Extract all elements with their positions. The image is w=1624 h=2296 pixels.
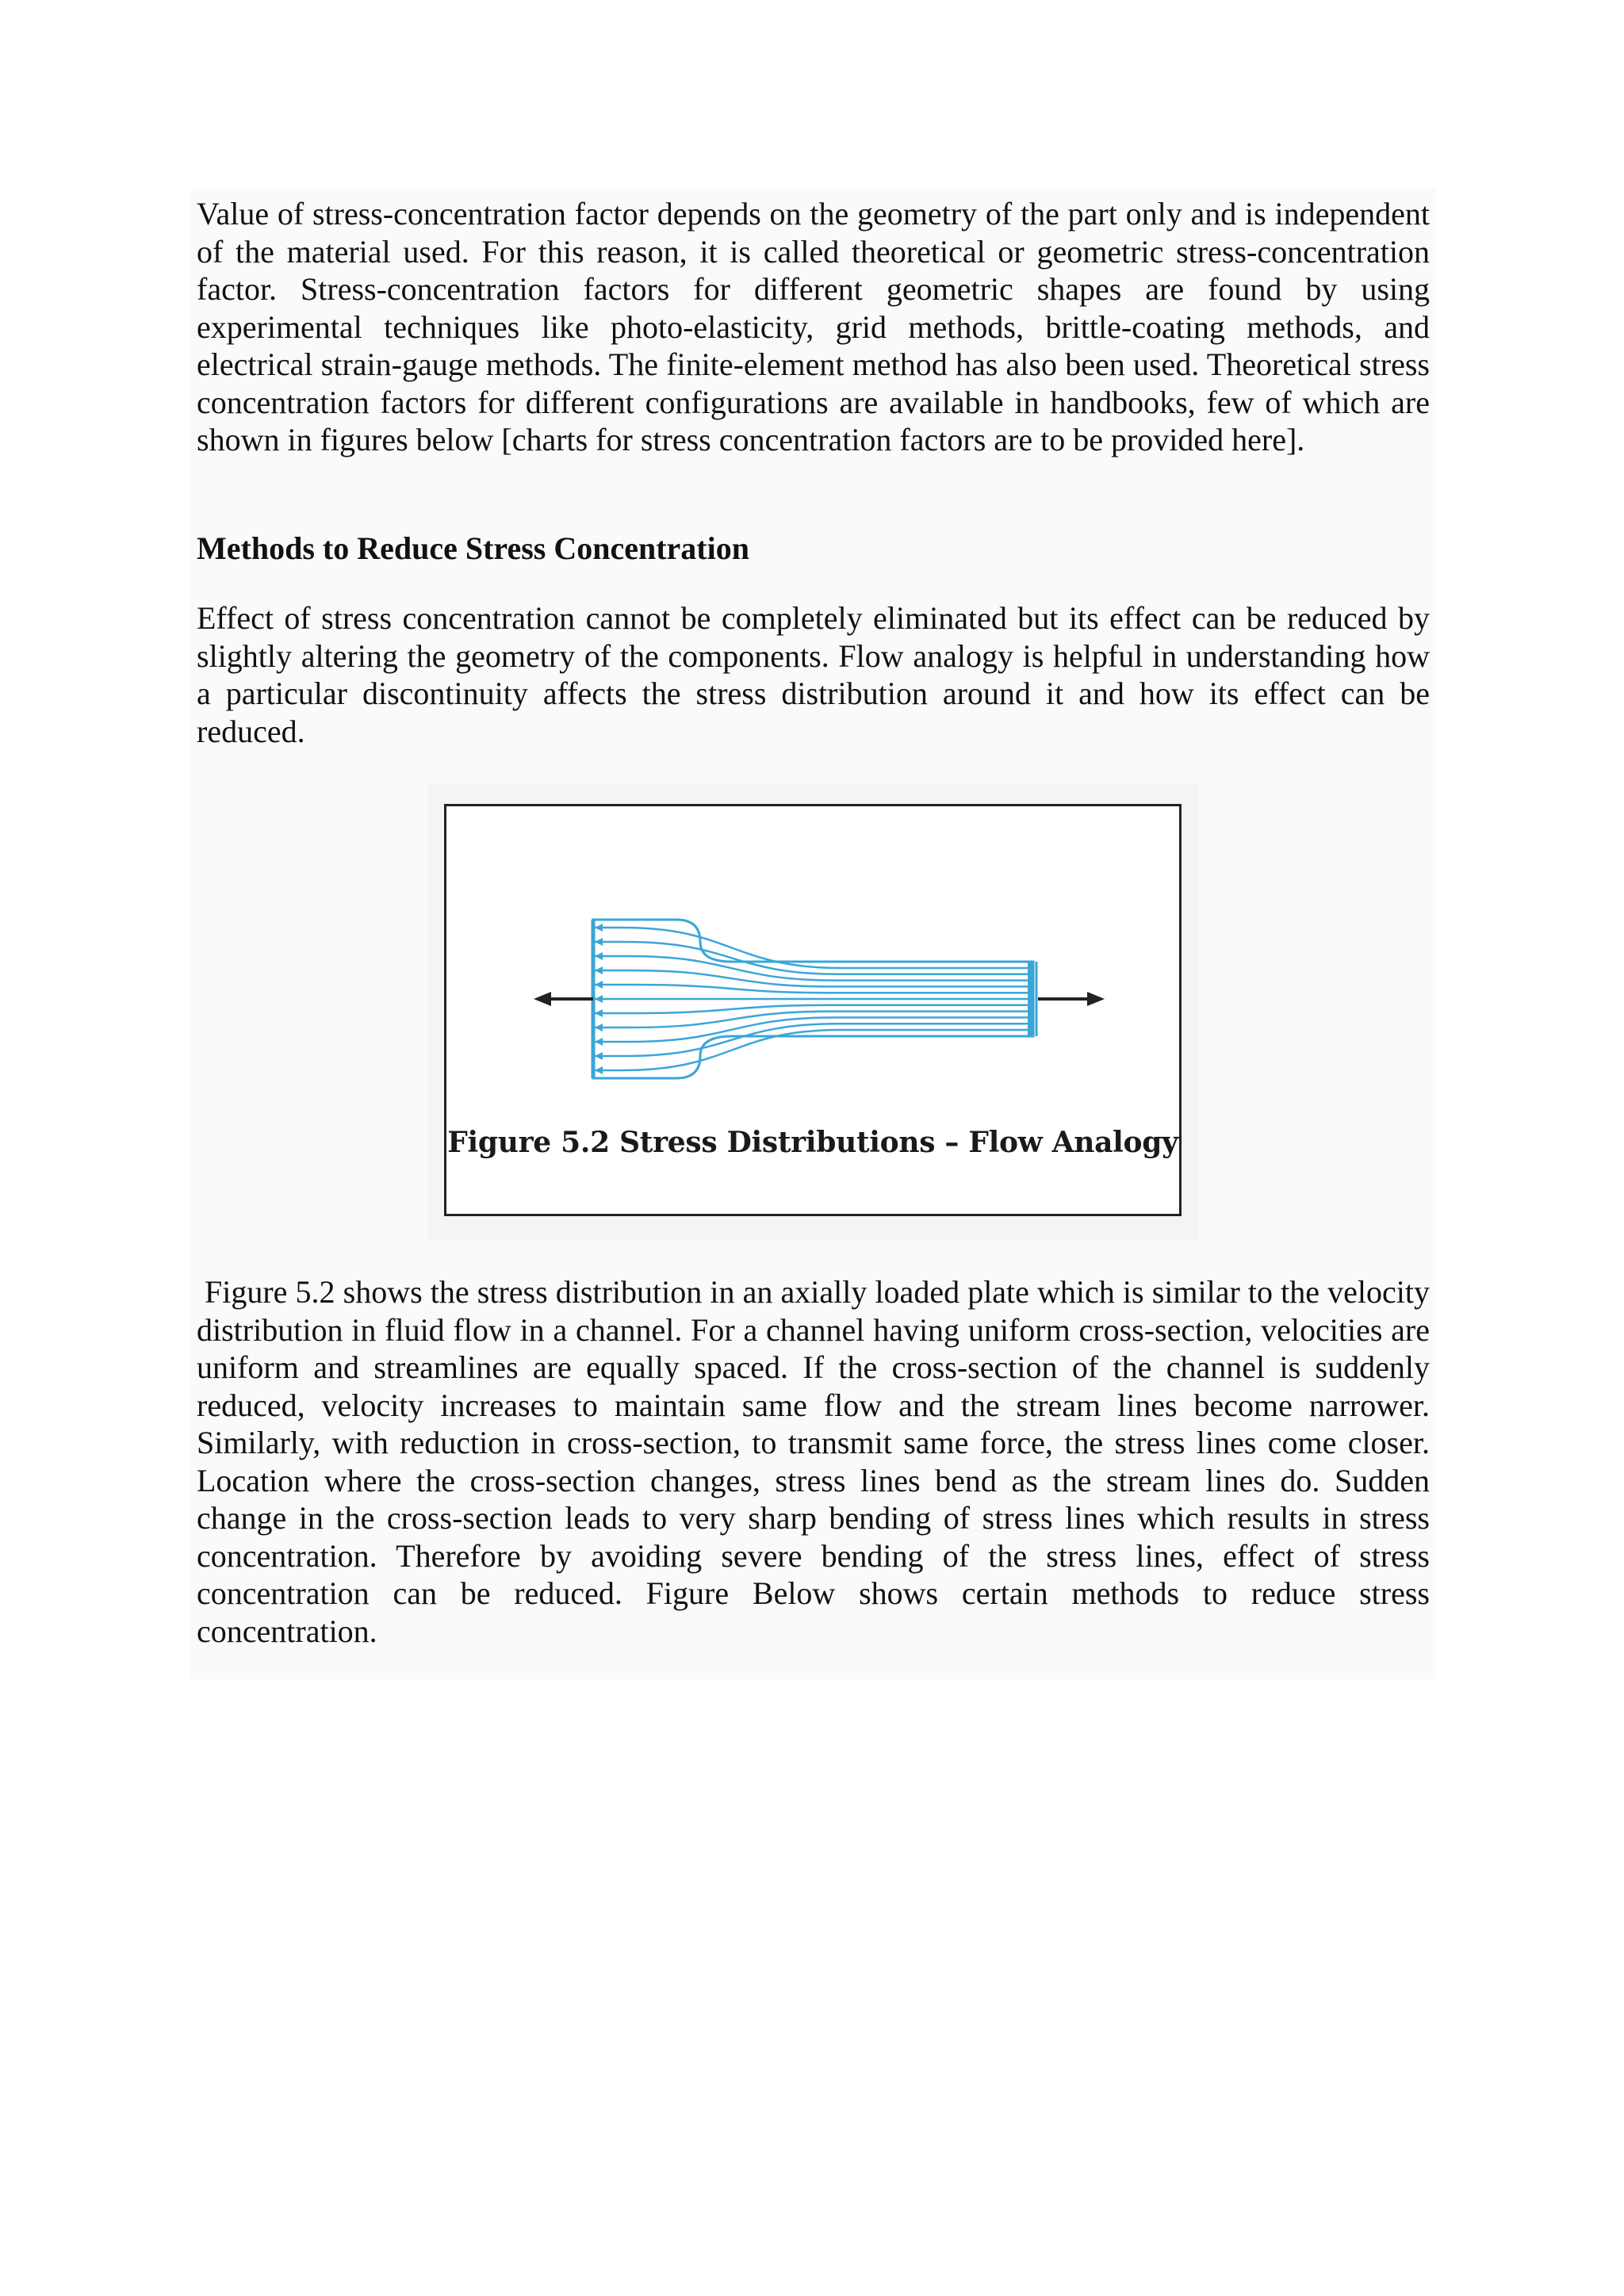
stress-line-tick [595,924,603,932]
stress-line [593,1024,1033,1056]
stress-line-tick [595,938,603,946]
flow-analogy-paragraph: Figure 5.2 shows the stress distribution in an axially loaded plate which is similar to the velocity distribution in fluid flow in a channel. For a channel having uniform cross-section, velocities are uniform and streamlines are equally spaced. If the cross-section of the channel is suddenly reduced, velocity increases to maintain same flow and the stream lines become narrower. Similarly, with reduction in cross-section, to transmit same force, the stress lines come closer. Location where the cross-section changes, stress lines bend as the stream lines do. Sudden change in the cross-section leads to very sharp bending of stress lines which results in stress concentration. Therefore by avoiding severe bending of the stress lines, effect of stress concentration can be reduced. Figure Below shows certain methods to reduce stress concentration. [197,1274,1430,1649]
intro-paragraph: Value of stress-concentration factor depends on the geometry of the part only and is independent of the material used. For this reason, it is called theoretical or geometric stress-concentration factor. Stress-concentration factors for different geometric shapes are found by using experimental techniques like photo-elasticity, grid methods, brittle-coating methods, and electrical strain-gauge methods. The finite-element method has also been used. Theoretical stress concentration factors for different configurations are available in handbooks, few of which are shown in figures below [charts for stress concentration factors are to be provided here]. [197,196,1430,457]
stress-line-tick [595,1009,603,1017]
stress-line-tick [595,981,603,989]
stress-line-tick [595,1052,603,1060]
stress-lines [593,924,1033,1074]
left-load-arrow-head [534,992,551,1006]
stress-line-tick [595,966,603,974]
figure-5-2 [444,804,1182,1216]
stress-line-tick [595,1038,603,1046]
stress-line-tick [595,995,603,1003]
stress-line-tick [595,1066,603,1074]
stress-line-tick [595,1024,603,1031]
right-load-arrow-head [1087,992,1105,1006]
flow-analogy-diagram [446,806,1179,1123]
reduction-paragraph: Effect of stress concentration cannot be completely eliminated but its effect can be reduced by slightly altering the geometry of the components. Flow analogy is helpful in understanding how a particular discontinuity affects the stress distribution around it and how its effect can be reduced. [197,600,1430,749]
figure-caption: Figure 5.2 Stress Distributions – Flow Analogy [447,1126,1178,1159]
section-heading: Methods to Reduce Stress Concentration [197,530,749,566]
stress-line-tick [595,952,603,960]
stress-line [593,942,1033,974]
